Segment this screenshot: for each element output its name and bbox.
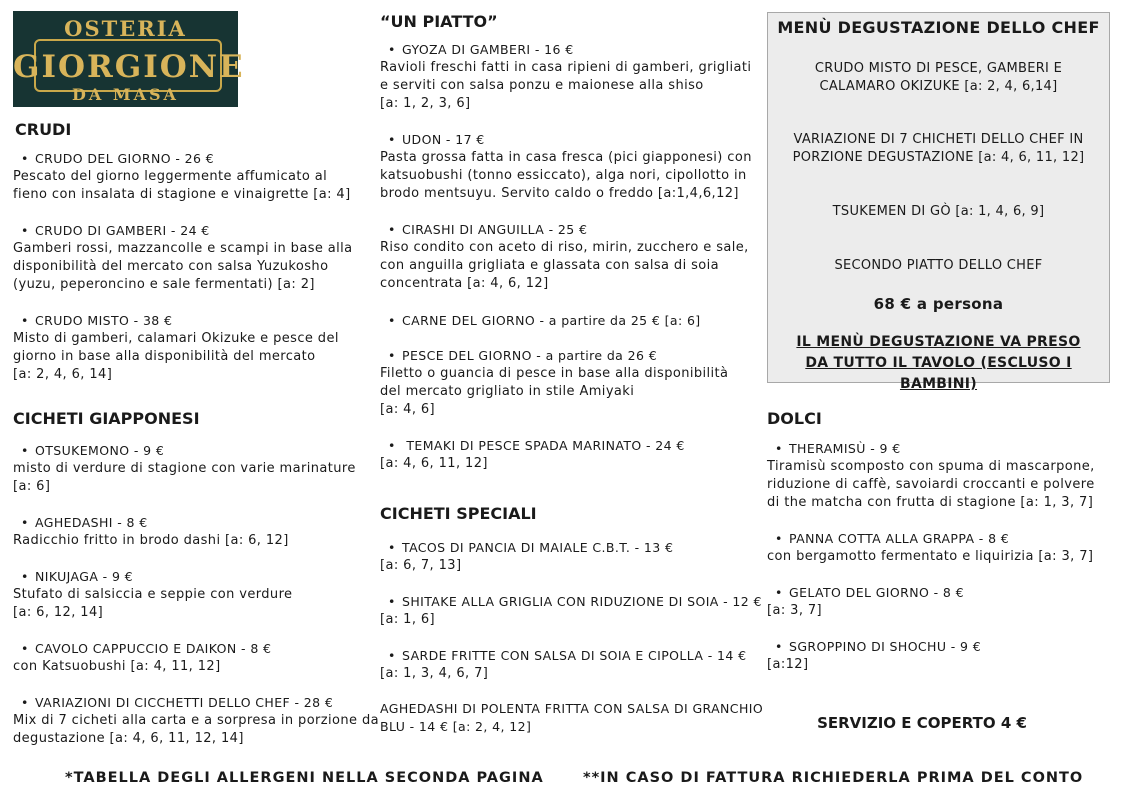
menu-item [767,530,1093,566]
menu-item-title: • OTSUKEMONO - 9 € [13,442,356,460]
menu-item-title: • TEMAKI DI PESCE SPADA MARINATO - 24 € [380,437,685,455]
menu-item-desc: Filetto o guancia di pesce in base alla disponibilità del mercato grigliato in stile Amiyaki [a: 4, 6] [380,366,729,417]
menu-item-desc: [a: 6, 7, 13] [380,558,462,573]
tasting-menu-note: IL MENÙ DEGUSTAZIONE VA PRESO DA TUTTO IL TAVOLO (ESCLUSO I BAMBINI) [796,334,1081,392]
menu-item [380,41,751,113]
menu-item-desc: Misto di gamberi, calamari Okizuke e pesce del giorno in base alla disponibilità del mercato [a: 2, 4, 6, 14] [13,331,339,382]
menu-item [380,347,728,419]
menu-item-title: • CAVOLO CAPPUCCIO E DAIKON - 8 € [13,640,271,658]
tasting-menu-line: VARIAZIONE DI 7 CHICHETI DELLO CHEF IN PORZIONE DEGUSTAZIONE [a: 4, 6, 11, 12] [792,132,1085,165]
menu-item [380,221,749,293]
menu-item-title: • CRUDO DEL GIORNO - 26 € [13,150,351,168]
menu-item-title: • SGROPPINO DI SHOCHU - 9 € [767,638,981,656]
footer-invoice-note: **IN CASO DI FATTURA RICHIEDERLA PRIMA DEL CONTO [583,770,1084,786]
menu-item [380,700,763,736]
section-title-cicheti-speciali: CICHETI SPECIALI [380,504,537,523]
menu-item [767,440,1095,512]
menu-item-title: • CRUDO DI GAMBERI - 24 € [13,222,353,240]
menu-item-title: • UDON - 17 € [380,131,752,149]
menu-item-desc: [a:12] [767,657,809,672]
section-title-dolci: DOLCI [767,409,822,428]
menu-item-title: • CIRASHI DI ANGUILLA - 25 € [380,221,749,239]
menu-item [13,442,356,496]
section-title-crudi: CRUDI [15,120,72,139]
menu-item-desc: Pasta grossa fatta in casa fresca (pici giapponesi) con katsuobushi (tonno essiccato), alga nori, cipollotto in brodo mentsuyu. Servito caldo o freddo [a:1,4,6,12] [380,150,752,201]
service-charge: SERVIZIO E COPERTO 4 € [817,714,1027,732]
menu-item-title: • PESCE DEL GIORNO - a partire da 26 € [380,347,728,365]
menu-item [380,593,762,629]
tasting-menu-line: CRUDO MISTO DI PESCE, GAMBERI E CALAMARO OKIZUKE [a: 2, 4, 6,14] [814,61,1063,94]
menu-item-desc: Ravioli freschi fatti in casa ripieni di gamberi, grigliati e serviti con salsa ponzu e maionese alla shiso [a: 1, 2, 3, 6] [380,60,752,111]
menu-item-desc: Pescato del giorno leggermente affumicato al fieno con insalata di stagione e vinaigrette [a: 4] [13,169,351,202]
section-title-cicheti-giapponesi: CICHETI GIAPPONESI [13,409,200,428]
menu-item [13,312,339,384]
menu-item-title: • SARDE FRITTE CON SALSA DI SOIA E CIPOLLA - 14 € [380,647,746,665]
menu-item-desc: [a: 4, 6, 11, 12] [380,456,488,471]
logo-line-1: OSTERIA [64,16,187,41]
tasting-menu-line: SECONDO PIATTO DELLO CHEF [834,258,1043,273]
menu-item-title: • CRUDO MISTO - 38 € [13,312,339,330]
menu-item-title: • GELATO DEL GIORNO - 8 € [767,584,964,602]
menu-item-desc: Tiramisù scomposto con spuma di mascarpone, riduzione di caffè, savoiardi croccanti e polvere di the matcha con frutta di stagione [a: 1, 3, 7] [767,459,1095,510]
footer-allergens-note: *TABELLA DEGLI ALLERGENI NELLA SECONDA PAGINA [65,770,544,786]
menu-item-desc: Stufato di salsiccia e seppie con verdure [a: 6, 12, 14] [13,587,293,620]
restaurant-logo [13,11,245,107]
menu-item-title: • SHITAKE ALLA GRIGLIA CON RIDUZIONE DI SOIA - 12 € [380,593,762,611]
menu-item-title: • CARNE DEL GIORNO - a partire da 25 € [a: 6] [380,312,701,330]
menu-item-title: • GYOZA DI GAMBERI - 16 € [380,41,751,59]
logo-line-2: GIORGIONE [13,49,245,85]
menu-item-desc: [a: 1, 3, 4, 6, 7] [380,666,489,681]
menu-item-desc: [a: 3, 7] [767,603,823,618]
section-title-un-piatto: “UN PIATTO” [380,12,498,31]
menu-item-desc: AGHEDASHI DI POLENTA FRITTA CON SALSA DI GRANCHIO BLU - 14 € [a: 2, 4, 12] [380,701,764,734]
menu-item [13,222,353,294]
tasting-menu-price: 68 € a persona [873,295,1004,313]
menu-item-desc: [a: 1, 6] [380,612,436,627]
menu-item-desc: con bergamotto fermentato e liquirizia [a: 3, 7] [767,549,1094,564]
menu-item [13,568,292,622]
menu-item-title: • AGHEDASHI - 8 € [13,514,289,532]
menu-item [13,640,271,676]
menu-item-title: • THERAMISÙ - 9 € [767,440,1095,458]
tasting-menu-box [767,12,1110,392]
menu-item-title: • NIKUJAGA - 9 € [13,568,292,586]
menu-item-title: • PANNA COTTA ALLA GRAPPA - 8 € [767,530,1093,548]
menu-item-desc: Mix di 7 cicheti alla carta e a sorpresa in porzione da degustazione [a: 4, 6, 11, 12, 14] [13,713,379,746]
menu-item [380,437,685,473]
menu-item-desc: Radicchio fritto in brodo dashi [a: 6, 12] [13,533,289,548]
menu-item [380,539,673,575]
menu-item-title: • TACOS DI PANCIA DI MAIALE C.B.T. - 13 € [380,539,673,557]
menu-item [13,514,289,550]
menu-item-title: • VARIAZIONI DI CICCHETTI DELLO CHEF - 28 € [13,694,379,712]
menu-item [380,647,746,683]
menu-item [767,638,981,674]
logo-line-3: DA MASA [72,85,179,104]
menu-item [767,584,964,620]
menu-item-desc: misto di verdure di stagione con varie marinature [a: 6] [13,461,356,494]
tasting-menu-title: MENÙ DEGUSTAZIONE DELLO CHEF [777,18,1100,37]
menu-item [380,312,701,330]
menu-item [13,150,351,204]
tasting-menu-line: TSUKEMEN DI GÒ [a: 1, 4, 6, 9] [832,204,1045,219]
menu-item-desc: Gamberi rossi, mazzancolle e scampi in base alla disponibilità del mercato con salsa Yuzukosho (yuzu, peperoncino e sale fermentati) [a: 2] [13,241,353,292]
menu-item-desc: Riso condito con aceto di riso, mirin, zucchero e sale, con anguilla grigliata e glassata con salsa di soia concentrata [a: 4, 6, 12] [380,240,749,291]
menu-item [380,131,752,203]
menu-item [13,694,379,748]
menu-item-desc: con Katsuobushi [a: 4, 11, 12] [13,659,221,674]
